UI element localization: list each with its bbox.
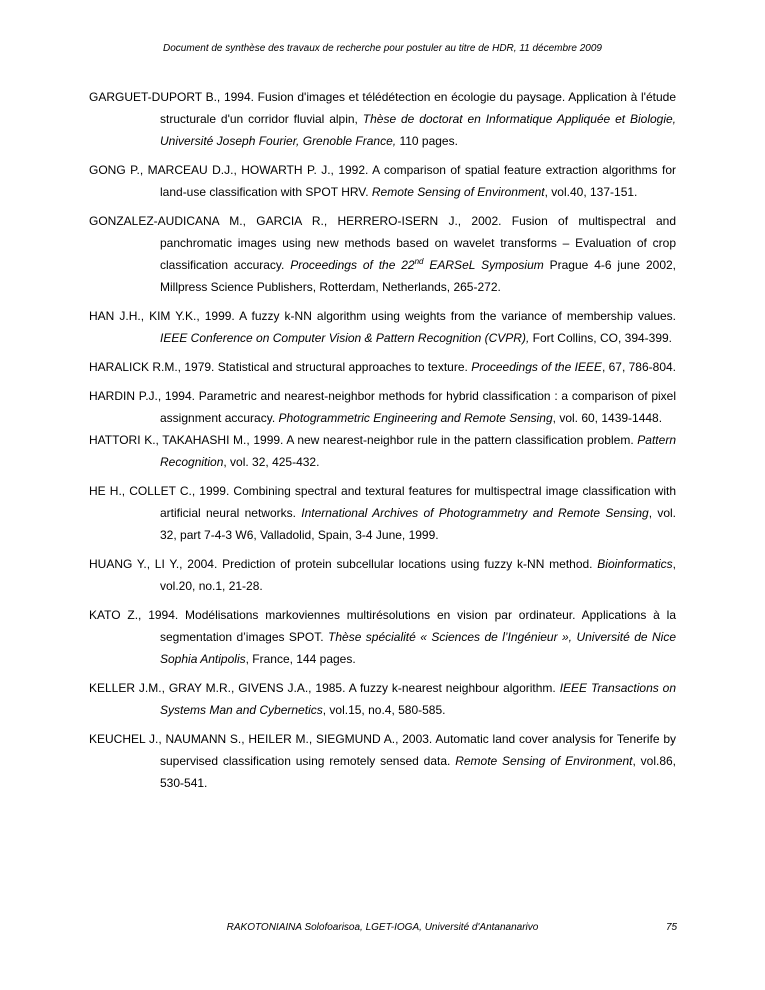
ref-title: A comparison of spatial feature extraction algorithms for land-use classification with SPOT HRV.: [160, 163, 676, 199]
ref-title: Parametric and nearest-neighbor methods for hybrid classification : a comparison of pixel assignment accuracy.: [160, 389, 676, 425]
reference-entry: [89, 429, 676, 473]
ref-source-part: EARSeL Symposium: [423, 258, 544, 272]
ref-details: , vol.20, no.1, 21-28.: [160, 557, 676, 593]
ref-authors: HARALICK R.M., 1979.: [89, 360, 218, 374]
ref-source: Bioinformatics: [597, 557, 673, 571]
page-header: Document de synthèse des travaux de recherche pour postuler au titre de HDR, 11 décembre 2009: [163, 43, 602, 54]
reference-entry: [89, 385, 676, 429]
ref-authors: GONZALEZ-AUDICANA M., GARCIA R., HERRERO-ISERN J., 2002.: [89, 214, 512, 228]
ref-details: 110 pages.: [396, 134, 458, 148]
ref-source: International Archives of Photogrammetry and Remote Sensing: [301, 506, 649, 520]
ref-authors: HARDIN P.J., 1994.: [89, 389, 199, 403]
ref-source: IEEE Conference on Computer Vision & Pattern Recognition (CVPR),: [160, 331, 530, 345]
reference-entry: [89, 728, 676, 794]
ref-details: , vol. 32, part 7-4-3 W6, Valladolid, Spain, 3-4 June, 1999.: [160, 506, 676, 542]
ref-source: IEEE Transactions on Systems Man and Cybernetics: [160, 681, 677, 717]
page-number: 75: [666, 922, 678, 933]
reference-entry: [89, 210, 676, 298]
reference-entry: [89, 159, 676, 203]
ref-authors: HATTORI K., TAKAHASHI M., 1999.: [89, 433, 287, 447]
ref-source: Proceedings of the IEEE: [471, 360, 602, 374]
ref-source: Photogrammetric Engineering and Remote Sensing: [278, 411, 553, 425]
page-footer: RAKOTONIAINA Solofoarisoa, LGET-IOGA, Université d'Antananarivo: [226, 922, 539, 933]
ref-title: Combining spectral and textural features for multispectral image classification with artificial neural networks.: [160, 484, 676, 520]
ref-title: Statistical and structural approaches to texture.: [217, 360, 472, 374]
ref-source: Pattern Recognition: [160, 433, 676, 469]
reference-entry: [89, 305, 676, 349]
reference-entry: [89, 553, 676, 597]
ref-authors: KEUCHEL J., NAUMANN S., HEILER M., SIEGMUND A., 2003.: [89, 732, 436, 746]
ref-title: Automatic land cover analysis for Tenerife by supervised classification using remotely sensed data.: [160, 732, 676, 768]
ref-details: , vol. 32, 425-432.: [223, 455, 320, 469]
ref-title: Modélisations markoviennes multirésolutions en vision par ordinateur. Applications à la segmentation d’images SPOT.: [160, 608, 676, 644]
ref-details: , vol.40, 137-151.: [544, 185, 638, 199]
ref-details: Fort Collins, CO, 394-399.: [529, 331, 673, 345]
reference-entry: [89, 480, 676, 546]
ref-details: , vol.15, no.4, 580-585.: [322, 703, 446, 717]
reference-entry: [89, 604, 676, 670]
ref-title: A fuzzy k-NN algorithm using weights from the variance of membership values.: [239, 309, 676, 323]
ref-details: Prague 4-6 june 2002, Millpress Science Publishers, Rotterdam, Netherlands, 265-272.: [160, 258, 677, 294]
ref-details: , vol. 60, 1439-1448.: [552, 411, 663, 425]
reference-entry: [89, 356, 676, 378]
ref-source-part: Proceedings of the 22: [290, 258, 415, 272]
ref-source: Remote Sensing of Environment: [455, 754, 633, 768]
ref-authors: KELLER J.M., GRAY M.R., GIVENS J.A., 1985.: [89, 681, 349, 695]
ref-authors: GONG P., MARCEAU D.J., HOWARTH P. J., 1992.: [89, 163, 373, 177]
ref-details: , France, 144 pages.: [245, 652, 356, 666]
ref-details: , vol.86, 530-541.: [160, 754, 676, 790]
ref-source: Thèse de doctorat en Informatique Appliquée et Biologie, Université Joseph Fourier, Grenoble France,: [160, 112, 677, 148]
ref-title: Fusion d'images et télédétection en écologie du paysage. Application à l'étude structurale d'un corridor fluvial alpin,: [160, 90, 676, 126]
ref-title: Prediction of protein subcellular locations using fuzzy k-NN method.: [222, 557, 598, 571]
ref-source: Remote Sensing of Environment: [371, 185, 545, 199]
ref-authors: KATO Z., 1994.: [89, 608, 186, 622]
ref-title: A new nearest-neighbor rule in the pattern classification problem.: [286, 433, 638, 447]
reference-entry: [89, 677, 676, 721]
ref-title: Fusion of multispectral and panchromatic images using new methods based on wavelet transforms – Evaluation of crop classification accuracy.: [160, 214, 677, 272]
ref-authors: HUANG Y., LI Y., 2004.: [89, 557, 223, 571]
ref-authors: HE H., COLLET C., 1999.: [89, 484, 234, 498]
ref-authors: GARGUET-DUPORT B., 1994.: [89, 90, 258, 104]
ref-authors: HAN J.H., KIM Y.K., 1999.: [89, 309, 240, 323]
ref-details: , 67, 786-804.: [601, 360, 676, 374]
ref-source: Thèse spécialité « Sciences de l’Ingénieur », Université de Nice Sophia Antipolis: [160, 630, 676, 666]
ref-source: [290, 258, 544, 272]
reference-entry: [89, 86, 676, 152]
reference-list: [89, 86, 676, 801]
ref-source-superscript: nd: [414, 257, 424, 266]
ref-title: A fuzzy k-nearest neighbour algorithm.: [348, 681, 560, 695]
